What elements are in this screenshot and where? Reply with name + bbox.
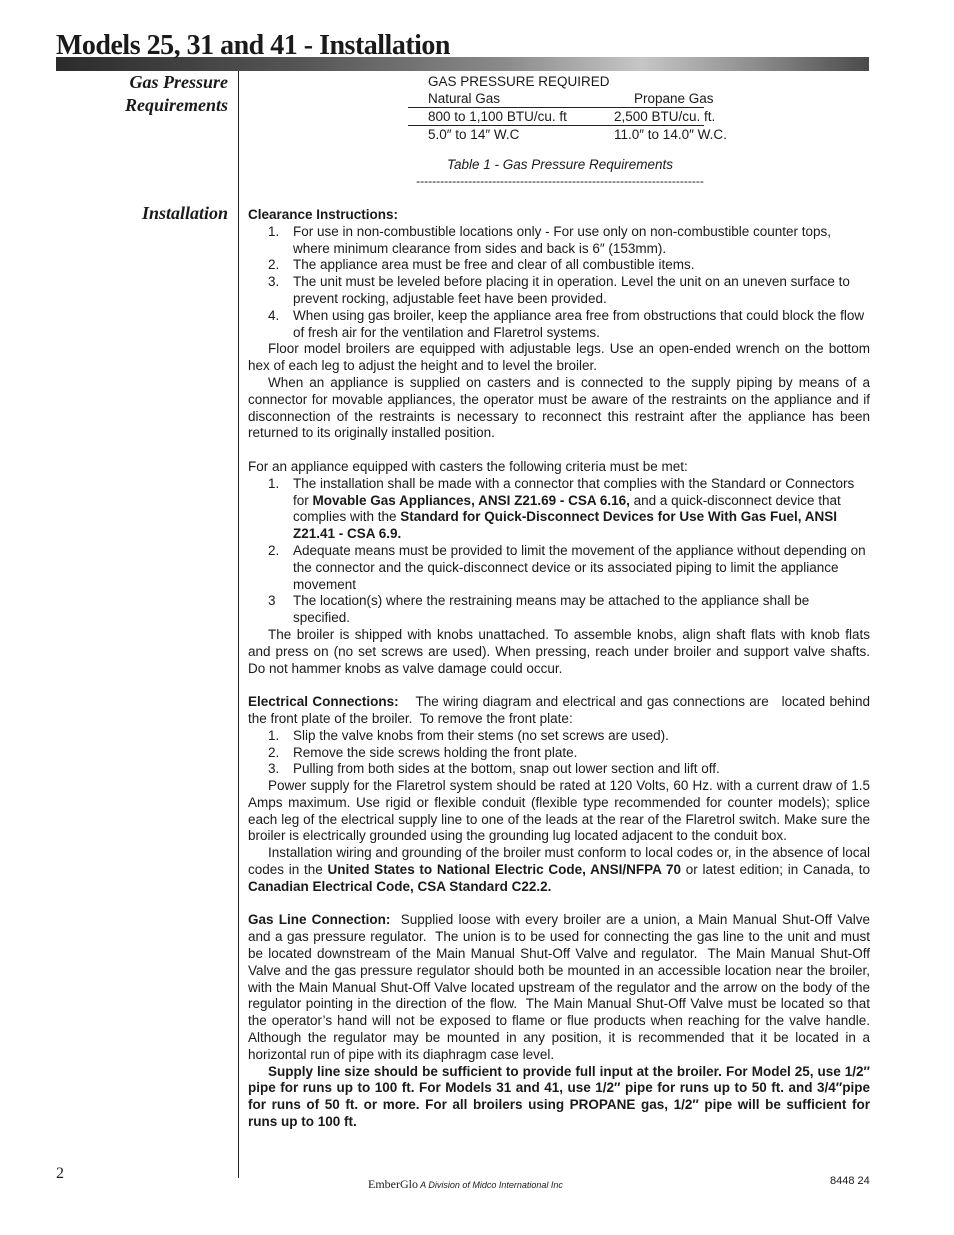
document-code: 8448 24 [830,1175,870,1187]
section-label-gas-pressure: Gas Pressure Requirements [124,72,228,115]
list-item: 3. Pulling from both sides at the bottom, snap out lower section and lift off. [268,761,720,777]
table-row [408,108,728,125]
table-cell: 2,500 BTU/cu. ft. [614,109,716,124]
dashed-separator: ------------------------------------------------------------------------ [416,174,704,188]
brand-name: EmberGlo [368,1177,418,1191]
casters-paragraph: When an appliance is supplied on casters and is connected to the supply piping by means of a connector for movable appliances, the operator must be aware of the restraints on the appliance and if disconnection of the restraints is necessary to reconnect this restraint after the appliance has been returned to its originally installed position. [248,374,870,441]
list-item: 4. When using gas broiler, keep the appliance area free from obstructions that could block the flow of fresh air for the ventilation and Flaretrol systems. [268,307,865,340]
section-label-installation: Installation [141,203,228,223]
clearance-list [248,224,870,342]
table-title: GAS PRESSURE REQUIRED [428,74,610,89]
electrical-heading: Electrical Connections: [248,694,399,710]
floor-model-paragraph: Floor model broilers are equipped with adjustable legs. Use an open-ended wrench on the bottom hex of each leg to adjust the height and to level the broiler. [248,341,870,374]
table-header-natural: Natural Gas [428,91,501,106]
table-row [408,126,728,143]
casters-intro: For an appliance equipped with casters the following criteria must be met: [248,458,688,474]
table-caption: Table 1 - Gas Pressure Requirements [446,157,674,172]
list-item: 2. Adequate means must be provided to limit the movement of the appliance without depending on the connector and the quick-disconnect device or its associated piping to limit the appliance movement [268,542,866,592]
clearance-heading: Clearance Instructions: [248,207,399,222]
supply-line-paragraph: Supply line size should be sufficient to provide full input at the broiler. For Model 25, use 1/2″ pipe for runs up to 100 ft. For Models 31 and 41, use 1/2″ pipe for runs up to 50 ft. and 3/4″pipe for runs of 50 ft. or more. For all broilers using PROPANE gas, 1/2″ pipe will be sufficient for runs up to 100 ft. [248,1063,870,1130]
list-item: 3. The unit must be leveled before placing it in operation. Level the unit on an uneven surface to prevent rocking, adjustable feet have been provided. [268,274,850,306]
table-cell: 800 to 1,100 BTU/cu. ft [428,109,567,124]
list-item: 2. The appliance area must be free and clear of all combustible items. [268,257,695,273]
electrical-paragraph: Electrical Connections: The wiring diagram and electrical and gas connections are located behind the front plate of the broiler. To remove the front plate: [248,694,874,726]
table-cell: 5.0″ to 14″ W.C [428,127,520,142]
power-supply-paragraph: Power supply for the Flaretrol system should be rated at 120 Volts, 60 Hz. with a current draw of 1.5 Amps maximum. Use rigid or flexible conduit (flexible type recommended for counter models); splice each leg of the electrical supply line to one of the leads at the rear of the Flaretrol switch. Make sure the broiler is electrically grounded using the grounding lug located adjacent to the conduit box. [248,778,870,844]
list-item: 1. Slip the valve knobs from their stems (no set screws are used). [268,727,669,743]
page-title: Models 25, 31 and 41 - Installation [56,30,450,61]
list-item: 1. The installation shall be made with a connector that complies with the Standard or Connectors for Movable Gas Appliances, ANSI Z21.69 - CSA 6.16, and a quick-disconnect device that complies with the Standard for Quick-Disconnect Devices for Use With Gas Fuel, ANSI Z21.41 - CSA 6.9. [268,475,855,542]
gas-line-paragraph: Gas Line Connection: Supplied loose with every broiler are a union, a Main Manual Shut-Off Valve and a gas pressure regulator. The union is to be used for connecting the gas line to the unit and must be located downstream of the Main Manual Shut-Off Valve and regulator. The Main Manual Shut-Off Valve and the gas pressure regulator should both be mounted in an accessible location near the broiler, with the Main Manual Shut-Off Valve located upstream of the regulator and the arrow on the body of the regulator pointing in the direction of the flow. The Main Manual Shut-Off Valve must be located so that the operator’s hand will not be exposed to flame or flue products when reaching for the valve handle. Although the regulator may be mounted in any position, it is recommended that it be located in a horizontal run of pipe with its diaphragm case level. [248,912,878,1062]
list-item: 3 The location(s) where the restraining means may be attached to the appliance shall be specified. [268,593,810,626]
list-item: 1. For use in non-combustible locations only - For use only on non-combustible counter tops, where minimum clearance from sides and back is 6″ (153mm). [268,223,832,256]
table-header-row [408,90,728,107]
knobs-paragraph: The broiler is shipped with knobs unattached. To assemble knobs, align shaft flats with knob flats and press on (no set screws are used). When pressing, reach under broiler and support valve shafts. Do not hammer knobs as valve damage could occur. [248,626,870,676]
brand-division: A Division of Midco International Inc [418,1180,563,1190]
casters-list [248,476,870,627]
installation-content [248,207,878,1131]
electrical-list [248,728,870,778]
vertical-divider [238,71,239,1178]
list-item: 2. Remove the side screws holding the front plate. [268,744,578,760]
gas-pressure-table [408,73,728,143]
footer-brand [368,1177,563,1192]
table-header-propane: Propane Gas [634,91,714,106]
gas-line-heading: Gas Line Connection: [248,912,391,928]
table-cell: 11.0″ to 14.0″ W.C. [614,127,727,142]
page-number: 2 [56,1165,64,1182]
codes-paragraph: Installation wiring and grounding of the broiler must conform to local codes or, in the absence of local codes in the United States to National Electric Code, ANSI/NFPA 70 or latest edition; in Canada, to Canadian Electrical Code, CSA Standard C22.2. [248,845,870,894]
